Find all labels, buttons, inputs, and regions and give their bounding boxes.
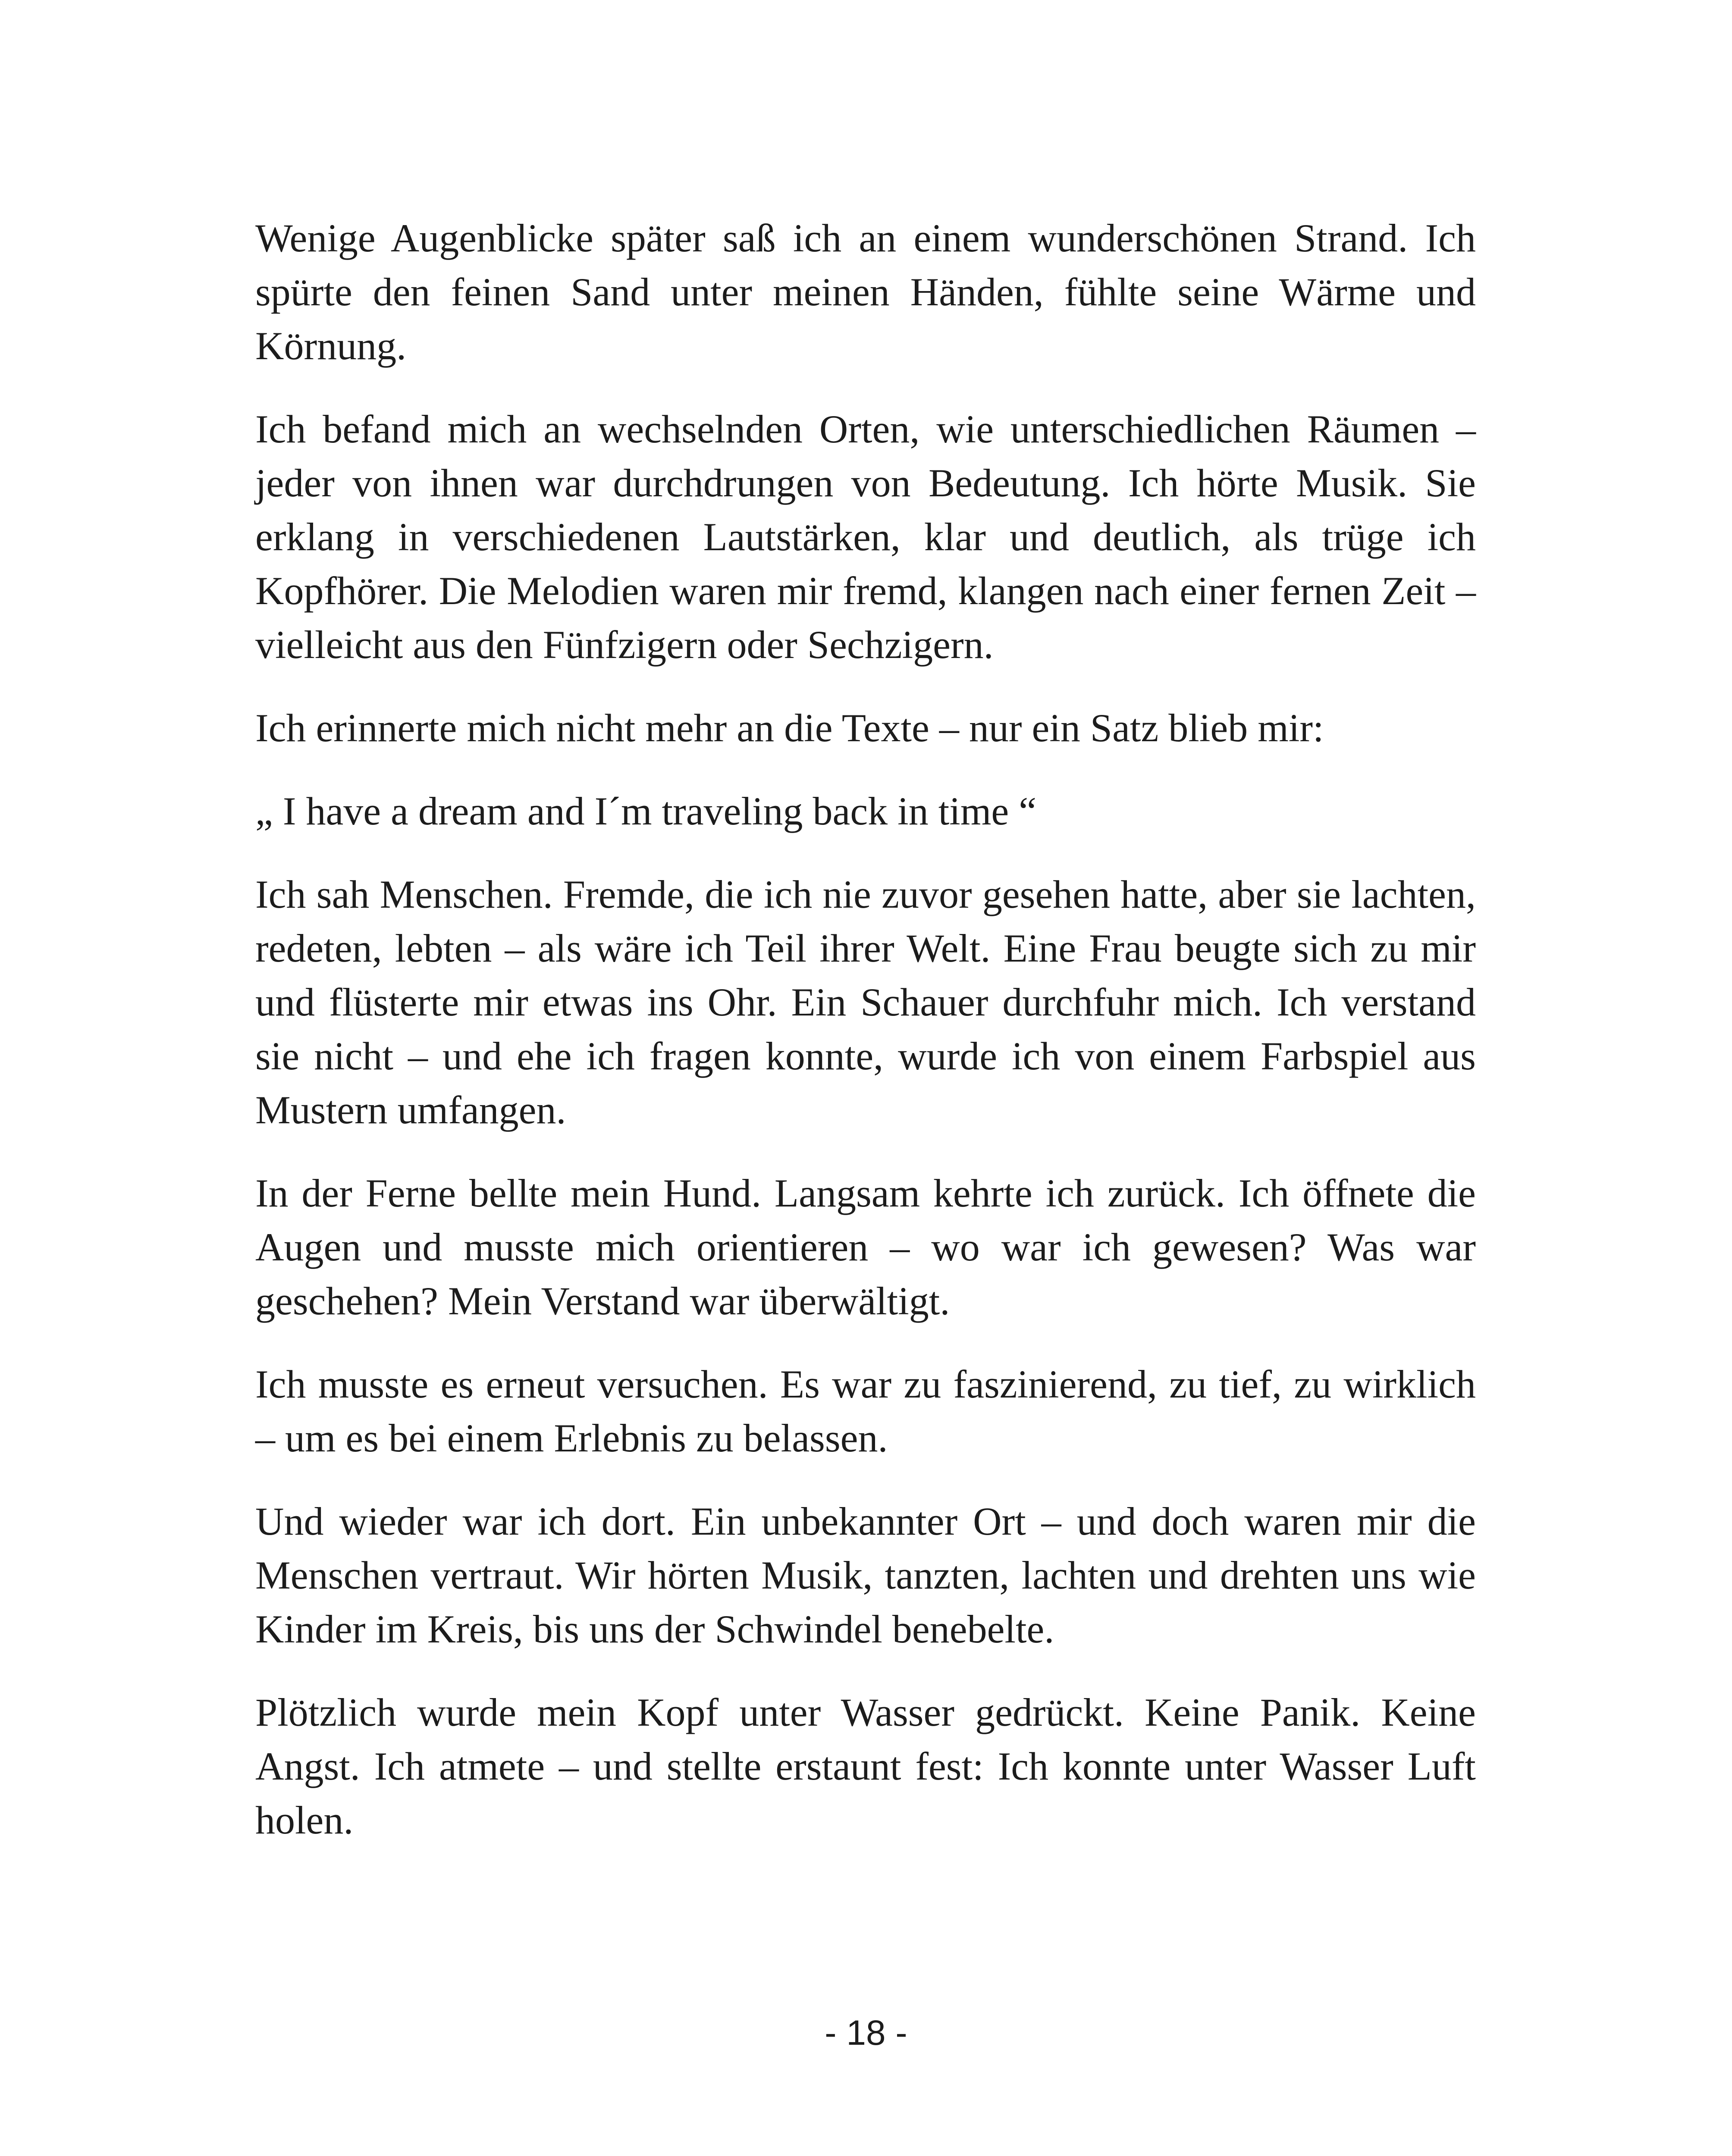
- page-number: - 18 -: [825, 2013, 907, 2053]
- paragraph-strangers: Ich sah Menschen. Fremde, die ich nie zuvor gesehen hatte, aber sie lachten, redeten, lebten – als wäre ich Teil ihrer Welt. Eine Frau beugte sich zu mir und flüsterte mir etwas ins Ohr. Ein Schauer durchfuhr mich. Ich verstand sie nicht – und ehe ich fragen konnte, wurde ich von einem Farbspiel aus Mustern umfangen.: [255, 872, 1476, 1132]
- paragraph-underwater: Plötzlich wurde mein Kopf unter Wasser gedrückt. Keine Panik. Keine Angst. Ich atmete – und stellte erstaunt fest: Ich konnte unter Wasser Luft holen.: [255, 1690, 1476, 1842]
- paragraph-beach: Wenige Augenblicke später saß ich an einem wunderschönen Strand. Ich spürte den feinen Sand unter meinen Händen, fühlte seine Wärme und Körnung.: [255, 216, 1476, 368]
- paragraph-again: Und wieder war ich dort. Ein unbekannter Ort – und doch waren mir die Menschen vertraut. Wir hörten Musik, tanzten, lachten und drehten uns wie Kinder im Kreis, bis uns der Schwindel benebelte.: [255, 1499, 1476, 1651]
- paragraph-retry: Ich musste es erneut versuchen. Es war zu faszinierend, zu tief, zu wirklich – um es bei einem Erlebnis zu belassen.: [255, 1362, 1476, 1460]
- body-text: [255, 211, 1476, 1877]
- paragraph-lyrics-memory: Ich erinnerte mich nicht mehr an die Texte – nur ein Satz blieb mir:: [255, 706, 1324, 750]
- paragraph-quote: „ I have a dream and I´m traveling back in time “: [255, 789, 1037, 833]
- paragraph-music: Ich befand mich an wechselnden Orten, wie unterschiedlichen Räumen – jeder von ihnen war durchdrungen von Bedeutung. Ich hörte Musik. Sie erklang in verschiedenen Lautstärken, klar und deutlich, als trüge ich Kopfhörer. Die Melodien waren mir fremd, klangen nach einer fernen Zeit – vielleicht aus den Fünfzigern oder Sechzigern.: [255, 407, 1476, 667]
- paragraph-return: In der Ferne bellte mein Hund. Langsam kehrte ich zurück. Ich öffnete die Augen und musste mich orientieren – wo war ich gewesen? Was war geschehen? Mein Verstand war überwältigt.: [255, 1171, 1476, 1323]
